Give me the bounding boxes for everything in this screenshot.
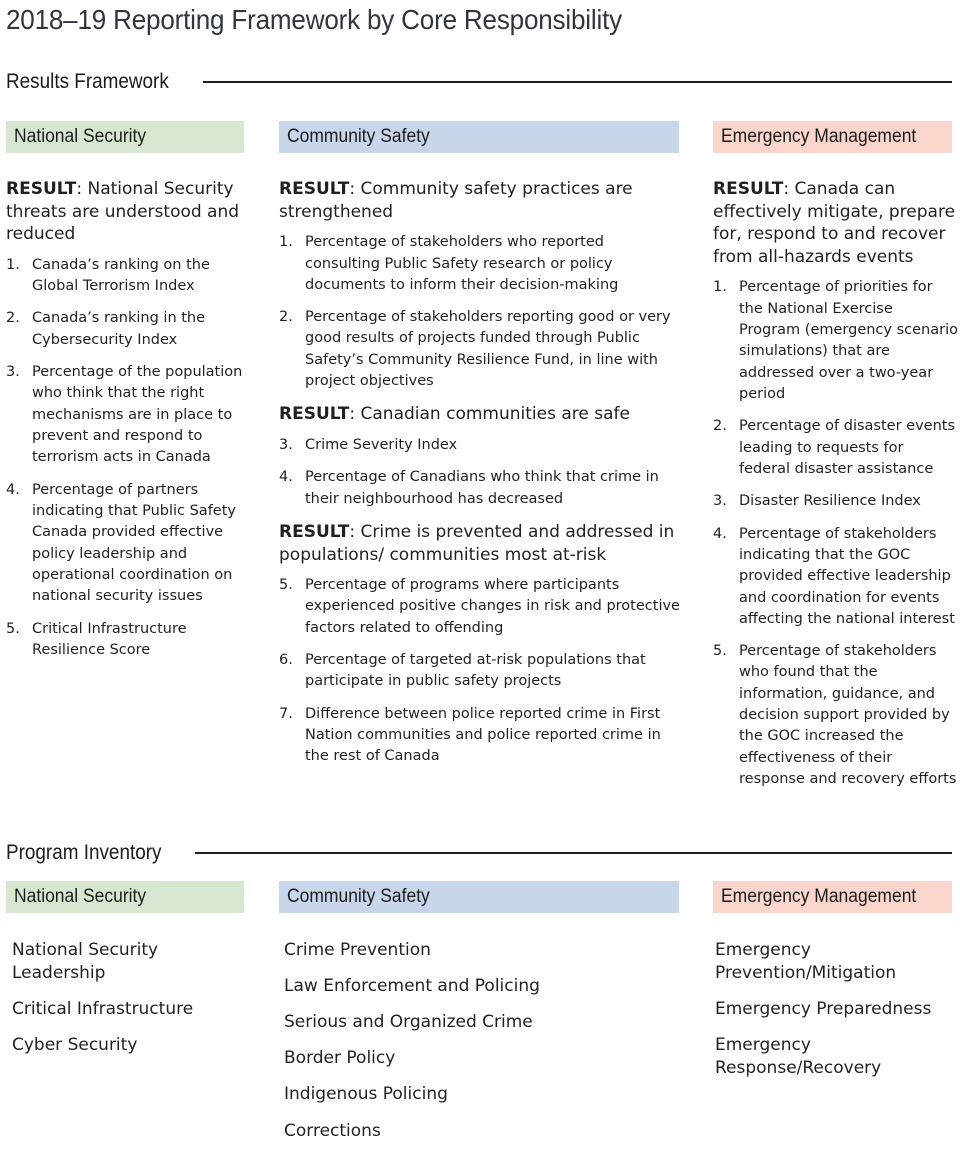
result-tag: RESULT (279, 521, 350, 542)
indicator-text: Percentage of targeted at-risk populations that participate in public safety projects (305, 652, 646, 690)
result-text: : National Security threats are understood and reduced (6, 179, 240, 245)
indicator-number: 5. (713, 643, 727, 660)
programs-band-label-emergency-management: Emergency Management (721, 886, 917, 907)
result-statement (279, 521, 683, 566)
programs-column-community-safety (284, 939, 680, 1156)
indicator-number: 2. (713, 418, 727, 435)
indicator-text: Canada’s ranking in the Cybersecurity Index (32, 310, 206, 348)
indicator-number: 5. (6, 620, 20, 637)
result-text: : Crime is prevented and addressed in populations/ communities most at-risk (279, 521, 675, 565)
indicator-number: 1. (713, 279, 727, 296)
programs-column-national-security (12, 939, 247, 1070)
results-band-label-emergency-management: Emergency Management (721, 126, 917, 147)
results-band-community-safety (279, 121, 679, 153)
programs-band-community-safety (279, 881, 679, 913)
program-item: Critical Infrastructure (12, 999, 194, 1020)
indicator-item (6, 619, 252, 662)
indicator-text: Percentage of stakeholders indicating that the GOC provided effective leadership and coordination for events affecting the national interest (739, 525, 955, 627)
section-heading-label: Program Inventory (6, 841, 162, 864)
section-heading-rule (195, 852, 952, 854)
result-tag: RESULT (279, 179, 350, 199)
indicator-text: Percentage of partners indicating that Public Safety Canada provided effective policy leadership and operational coordination on national security issues (32, 481, 236, 605)
indicator-list (279, 232, 683, 392)
program-item: Corrections (284, 1120, 381, 1141)
section-heading-program-inventory (6, 841, 952, 865)
indicator-item (713, 491, 958, 512)
programs-column-emergency-management (715, 939, 945, 1094)
results-column-national-security (6, 178, 252, 672)
indicator-item (6, 362, 252, 469)
indicator-text: Percentage of stakeholders who found that the information, guidance, and decision support provided by the GOC increased the effectiveness of their response and recovery efforts (739, 643, 957, 787)
programs-band-national-security (6, 881, 244, 913)
indicator-number: 1. (6, 256, 20, 273)
result-statement (713, 178, 958, 268)
page-title: 2018–19 Reporting Framework by Core Responsibility (6, 4, 622, 35)
indicator-list (713, 277, 958, 790)
result-statement (279, 403, 683, 426)
indicator-text: Percentage of disaster events leading to requests for federal disaster assistance (739, 418, 956, 477)
indicator-text: Percentage of the population who think that the right mechanisms are in place to prevent and respond to terrorism acts in Canada (32, 364, 243, 466)
indicator-item (713, 641, 958, 790)
program-item: Emergency Prevention/Mitigation (715, 940, 897, 984)
indicator-item (279, 435, 683, 456)
indicator-number: 6. (279, 652, 293, 669)
program-item: Emergency Response/Recovery (715, 1035, 882, 1079)
results-column-emergency-management (713, 178, 958, 801)
indicator-text: Disaster Resilience Index (739, 493, 921, 510)
indicator-list (6, 255, 252, 661)
indicator-text: Critical Infrastructure Resilience Score (32, 620, 187, 658)
indicator-text: Percentage of stakeholders who reported consulting Public Safety research or policy documents to inform their decision-making (305, 234, 619, 293)
results-band-emergency-management (713, 121, 952, 153)
indicator-item (713, 416, 958, 480)
indicator-item (713, 524, 958, 631)
indicator-item (279, 704, 683, 768)
indicator-text: Percentage of Canadians who think that crime in their neighbourhood has decreased (305, 469, 659, 507)
program-list (715, 939, 945, 1081)
result-text: : Canadian communities are safe (349, 404, 630, 425)
indicator-number: 3. (6, 364, 20, 381)
result-statement (279, 178, 683, 223)
indicator-text: Canada’s ranking on the Global Terrorism Index (32, 256, 210, 295)
indicator-number: 7. (279, 705, 293, 722)
result-tag: RESULT (6, 179, 77, 199)
program-item: Border Policy (284, 1048, 396, 1069)
program-item: Serious and Organized Crime (284, 1012, 533, 1033)
indicator-item (279, 650, 683, 693)
indicator-text: Difference between police reported crime in First Nation communities and police reported crime in the rest of Canada (305, 705, 661, 765)
result-tag: RESULT (713, 179, 784, 199)
indicator-number: 3. (279, 437, 293, 454)
program-item: Law Enforcement and Policing (284, 976, 540, 997)
results-column-community-safety (279, 178, 683, 779)
result-tag: RESULT (279, 404, 350, 425)
program-item: Cyber Security (12, 1035, 138, 1056)
indicator-text: Percentage of priorities for the National Exercise Program (emergency scenario simulations) that are addressed over a two-year period (739, 279, 958, 402)
indicator-number: 4. (713, 525, 727, 542)
result-statement (6, 178, 252, 246)
indicator-number: 4. (6, 481, 20, 498)
programs-band-label-national-security: National Security (14, 886, 147, 907)
section-heading-rule (203, 81, 952, 83)
indicator-item (6, 308, 252, 351)
program-item: Crime Prevention (284, 940, 431, 960)
section-heading-results-framework (6, 70, 952, 94)
indicator-text: Percentage of stakeholders reporting good or very good results of projects funded through Public Safety’s Community Resilience Fund, in line with project objectives (305, 309, 671, 390)
result-text: : Community safety practices are strengthened (279, 179, 633, 222)
indicator-item (279, 467, 683, 510)
program-list (284, 939, 680, 1143)
indicator-number: 4. (279, 469, 293, 486)
program-item: National Security Leadership (12, 940, 159, 984)
program-item: Indigenous Policing (284, 1084, 448, 1105)
results-band-label-community-safety: Community Safety (287, 126, 430, 147)
indicator-item (6, 480, 252, 608)
indicator-number: 2. (279, 309, 293, 326)
indicator-item (713, 277, 958, 405)
indicator-item (279, 307, 683, 392)
programs-band-emergency-management (713, 881, 952, 913)
indicator-item (279, 232, 683, 296)
result-text: : Canada can effectively mitigate, prepare for, respond to and recover from all-hazards events (713, 179, 956, 267)
programs-band-label-community-safety: Community Safety (287, 886, 430, 907)
indicator-number: 5. (279, 577, 293, 594)
indicator-text: Percentage of programs where participants experienced positive changes in risk and protective factors related to offending (305, 577, 680, 636)
indicator-list (279, 435, 683, 510)
program-item: Emergency Preparedness (715, 999, 932, 1020)
indicator-number: 2. (6, 310, 20, 327)
program-list (12, 939, 247, 1057)
indicator-item (6, 255, 252, 298)
results-band-national-security (6, 121, 244, 153)
indicator-number: 1. (279, 234, 293, 251)
indicator-number: 3. (713, 493, 727, 510)
indicator-item (279, 575, 683, 639)
section-heading-label: Results Framework (6, 70, 169, 93)
indicator-list (279, 575, 683, 768)
results-band-label-national-security: National Security (14, 126, 147, 147)
indicator-text: Crime Severity Index (305, 437, 458, 454)
